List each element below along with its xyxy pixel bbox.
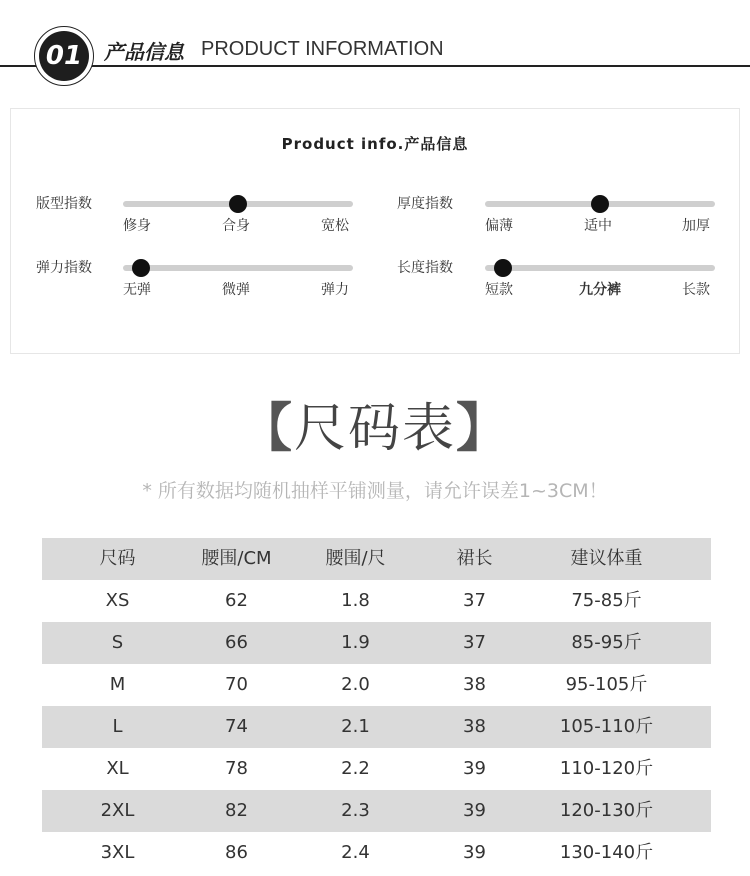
- metric-label: 厚度指数: [397, 196, 453, 212]
- product-info-card: [10, 108, 740, 354]
- table-cell: S: [111, 632, 124, 653]
- metric-label: 长度指数: [397, 260, 453, 276]
- table-cell: 1.9: [341, 632, 370, 653]
- table-cell: 95-105斤: [565, 674, 648, 695]
- metric-knob: [494, 259, 512, 277]
- metric-track: [123, 201, 353, 207]
- header-divider: [0, 65, 750, 67]
- column-header: 腰围/CM: [201, 548, 272, 569]
- product-info-title: Product info.产品信息: [281, 135, 469, 153]
- table-header-row: [42, 538, 711, 580]
- table-cell: 85-95斤: [571, 632, 642, 653]
- metric-tick: 九分裤: [579, 282, 621, 298]
- section-title-cn: 产品信息: [104, 40, 184, 64]
- metric-tick: 微弹: [222, 282, 250, 298]
- table-row: [42, 706, 711, 748]
- table-row: [42, 664, 711, 706]
- table-cell: M: [109, 674, 126, 695]
- table-cell: 2XL: [100, 800, 135, 821]
- metric-tick: 无弹: [123, 282, 151, 298]
- metric-fit: [36, 193, 376, 243]
- table-cell: 78: [225, 758, 248, 779]
- table-row: [42, 832, 711, 874]
- table-cell: 62: [225, 590, 248, 611]
- table-cell: 74: [225, 716, 248, 737]
- table-cell: 2.2: [341, 758, 370, 779]
- metric-tick: 宽松: [321, 218, 349, 234]
- table-cell: 1.8: [341, 590, 370, 611]
- metric-tick: 适中: [584, 218, 612, 234]
- metric-tick: 加厚: [682, 218, 710, 234]
- table-cell: 70: [225, 674, 248, 695]
- section-number-badge: [34, 26, 94, 86]
- table-cell: 130-140斤: [559, 842, 654, 863]
- table-cell: 38: [463, 674, 486, 695]
- table-row: [42, 748, 711, 790]
- bracket-left: 【: [239, 399, 294, 459]
- table-cell: 2.0: [341, 674, 370, 695]
- table-cell: 39: [463, 800, 486, 821]
- table-cell: 66: [225, 632, 248, 653]
- bracket-right: 】: [456, 399, 511, 459]
- metric-track: [485, 265, 715, 271]
- table-cell: 105-110斤: [559, 716, 654, 737]
- table-cell: 75-85斤: [571, 590, 642, 611]
- metric-tick: 长款: [682, 282, 710, 298]
- table-cell: 38: [463, 716, 486, 737]
- metric-track: [123, 265, 353, 271]
- table-cell: L: [112, 716, 123, 737]
- measurement-note: * 所有数据均随机抽样平铺测量，请允许误差1~3CM！: [142, 480, 608, 502]
- table-row: [42, 790, 711, 832]
- table-cell: 39: [463, 842, 486, 863]
- metric-knob: [591, 195, 609, 213]
- table-row: [42, 622, 711, 664]
- metric-tick: 修身: [123, 218, 151, 234]
- metric-tick: 合身: [222, 218, 250, 234]
- metric-knob: [229, 195, 247, 213]
- column-header: 建议体重: [570, 548, 643, 569]
- metric-track: [485, 201, 715, 207]
- column-header: 腰围/尺: [325, 548, 386, 569]
- table-row: [42, 580, 711, 622]
- size-table: [42, 538, 711, 874]
- table-cell: 37: [463, 590, 486, 611]
- table-cell: 120-130斤: [559, 800, 654, 821]
- size-chart-title-text: 尺码表: [293, 399, 456, 459]
- table-cell: 2.3: [341, 800, 370, 821]
- table-cell: 82: [225, 800, 248, 821]
- table-cell: 86: [225, 842, 248, 863]
- metric-label: 版型指数: [36, 196, 92, 212]
- metric-elasticity: [36, 257, 376, 307]
- table-cell: 39: [463, 758, 486, 779]
- size-chart-title: [0, 386, 750, 461]
- metric-tick: 短款: [485, 282, 513, 298]
- table-cell: 2.1: [341, 716, 370, 737]
- metric-label: 弹力指数: [36, 260, 92, 276]
- metric-length: [397, 257, 737, 307]
- table-cell: 2.4: [341, 842, 370, 863]
- metric-knob: [132, 259, 150, 277]
- table-cell: 37: [463, 632, 486, 653]
- table-cell: XS: [105, 590, 130, 611]
- section-title-en: PRODUCT INFORMATION: [201, 38, 444, 60]
- section-header: [0, 0, 750, 100]
- table-cell: XL: [106, 758, 129, 779]
- metric-thickness: [397, 193, 737, 243]
- column-header: 裙长: [456, 548, 493, 569]
- metric-tick: 弹力: [321, 282, 349, 298]
- column-header: 尺码: [99, 548, 136, 569]
- table-cell: 110-120斤: [559, 758, 654, 779]
- table-cell: 3XL: [100, 842, 135, 863]
- section-number: 01: [39, 31, 89, 81]
- metric-tick: 偏薄: [485, 218, 513, 234]
